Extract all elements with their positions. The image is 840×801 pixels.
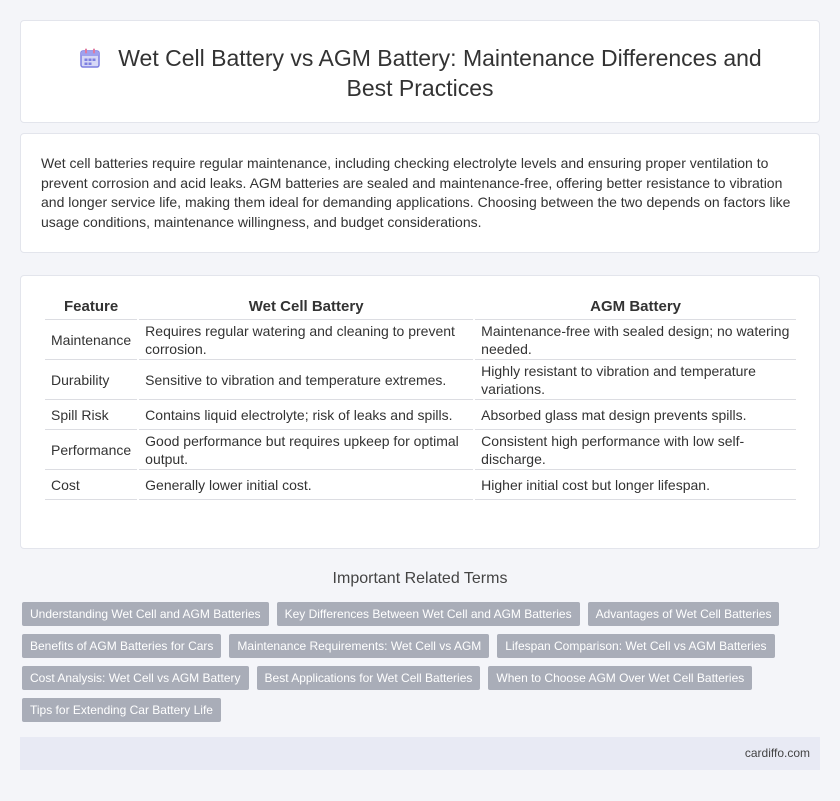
header-feature: Feature (45, 294, 137, 320)
comparison-table (43, 294, 798, 500)
related-term-tag[interactable]: When to Choose AGM Over Wet Cell Batteries (488, 666, 752, 690)
related-terms-list (22, 602, 802, 730)
related-term-tag[interactable]: Maintenance Requirements: Wet Cell vs AGM (229, 634, 489, 658)
wet-cell-cell: Sensitive to vibration and temperature extremes. (139, 360, 473, 400)
feature-cell: Maintenance (45, 320, 137, 360)
title-card (20, 20, 820, 123)
related-term-tag[interactable]: Key Differences Between Wet Cell and AGM Batteries (277, 602, 580, 626)
related-term-tag[interactable]: Advantages of Wet Cell Batteries (588, 602, 780, 626)
header-agm: AGM Battery (475, 294, 796, 320)
intro-paragraph: Wet cell batteries require regular maintenance, including checking electrolyte levels and ensuring proper ventilation to prevent corrosion and acid leaks. AGM batteries are sealed and maintenance-free, offering better resistance to vibration and longer service life, making them ideal for demanding applications. Choosing between the two depends on factors like usage conditions, maintenance willingness, and budget considerations. (41, 155, 791, 230)
related-terms-heading: Important Related Terms (332, 570, 508, 587)
related-term-tag[interactable]: Tips for Extending Car Battery Life (22, 698, 221, 722)
related-term-tag[interactable]: Best Applications for Wet Cell Batteries (257, 666, 481, 690)
related-term-tag[interactable]: Lifespan Comparison: Wet Cell vs AGM Batteries (497, 634, 774, 658)
table-row (45, 430, 796, 470)
page-title-text: Wet Cell Battery vs AGM Battery: Maintenance Differences and Best Practices (118, 45, 762, 101)
feature-cell: Spill Risk (45, 400, 137, 430)
table-row (45, 400, 796, 430)
intro-card (20, 133, 820, 253)
footer-site-link[interactable]: cardiffo.com (744, 746, 810, 760)
agm-cell: Maintenance-free with sealed design; no watering needed. (475, 320, 796, 360)
header-wet-cell: Wet Cell Battery (139, 294, 473, 320)
table-row (45, 470, 796, 500)
related-term-tag[interactable]: Understanding Wet Cell and AGM Batteries (22, 602, 269, 626)
footer (20, 737, 820, 770)
wet-cell-cell: Generally lower initial cost. (139, 470, 473, 500)
comparison-card (20, 275, 820, 549)
feature-cell: Durability (45, 360, 137, 400)
table-row (45, 360, 796, 400)
wet-cell-cell: Requires regular watering and cleaning to prevent corrosion. (139, 320, 473, 360)
agm-cell: Absorbed glass mat design prevents spills. (475, 400, 796, 430)
calendar-icon (78, 46, 102, 70)
feature-cell: Performance (45, 430, 137, 470)
page-title (21, 43, 819, 103)
related-term-tag[interactable]: Benefits of AGM Batteries for Cars (22, 634, 221, 658)
wet-cell-cell: Contains liquid electrolyte; risk of leaks and spills. (139, 400, 473, 430)
agm-cell: Higher initial cost but longer lifespan. (475, 470, 796, 500)
table-header-row (45, 294, 796, 320)
table-row (45, 320, 796, 360)
related-term-tag[interactable]: Cost Analysis: Wet Cell vs AGM Battery (22, 666, 249, 690)
feature-cell: Cost (45, 470, 137, 500)
wet-cell-cell: Good performance but requires upkeep for optimal output. (139, 430, 473, 470)
agm-cell: Highly resistant to vibration and temperature variations. (475, 360, 796, 400)
agm-cell: Consistent high performance with low self-discharge. (475, 430, 796, 470)
